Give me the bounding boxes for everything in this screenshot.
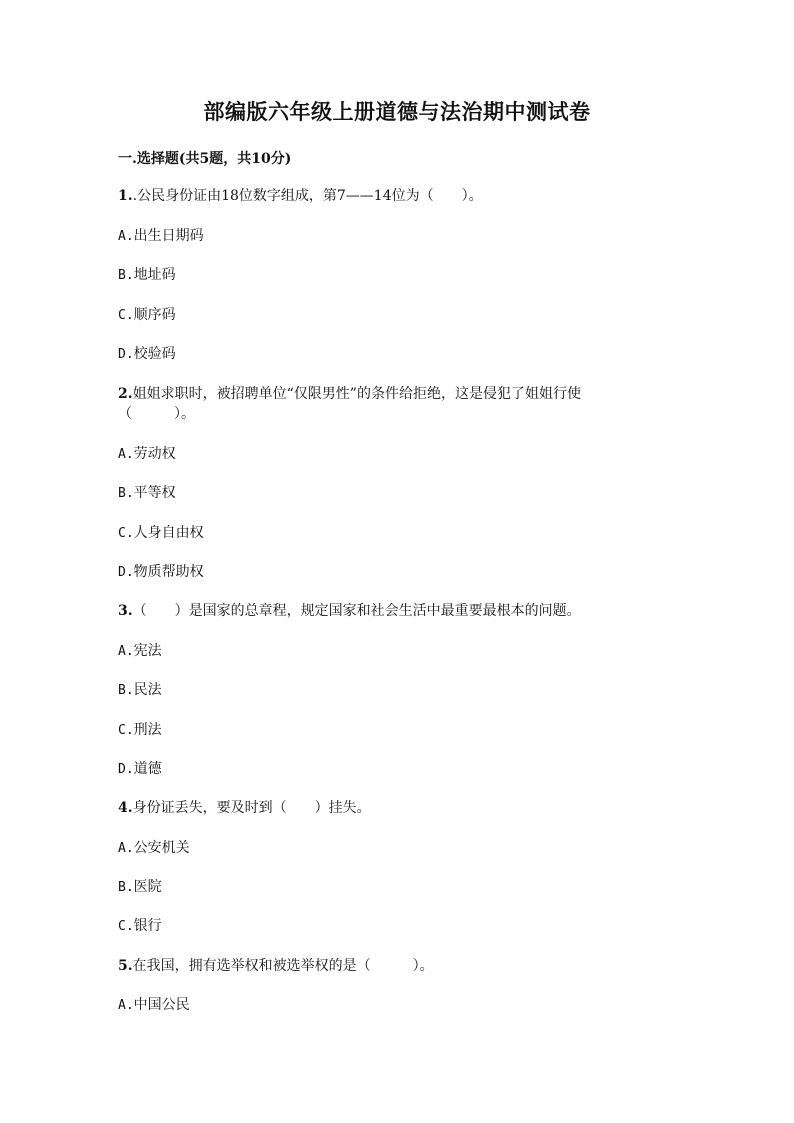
option-text: 刑法 (133, 722, 162, 738)
question-text: （ ）是国家的总章程，规定国家和社会生活中最重要最根本的问题。 (132, 603, 581, 619)
option-2b (118, 483, 176, 504)
option-4c (118, 916, 162, 937)
option-text: 校验码 (133, 346, 176, 362)
option-letter: A. (118, 644, 134, 659)
question-2-continuation (118, 404, 195, 424)
option-3b (118, 680, 162, 701)
question-text: 姐姐求职时，被招聘单位“仅限男性”的条件给拒绝，这是侵犯了姐姐行使 (132, 386, 581, 402)
page-title: 部编版六年级上册道德与法治期中测试卷 (203, 99, 591, 124)
question-text: .公民身份证由18位数字组成，第7——14位为（ ）。 (132, 188, 483, 204)
option-text: 物质帮助权 (133, 564, 204, 580)
option-letter: D. (118, 565, 134, 580)
option-letter: A. (118, 447, 134, 462)
option-letter: A. (118, 998, 134, 1013)
option-text: 公安机关 (133, 840, 190, 856)
option-letter: B. (118, 880, 134, 895)
option-letter: A. (118, 229, 134, 244)
question-number: 3. (118, 603, 133, 619)
option-text: 宪法 (133, 643, 162, 659)
question-number: 5. (118, 958, 133, 974)
question-number: 1. (118, 188, 133, 204)
option-letter: C. (118, 526, 134, 541)
option-4b (118, 877, 162, 898)
option-3a (118, 641, 162, 662)
option-3c (118, 720, 162, 741)
option-text: 道德 (133, 761, 162, 777)
option-2c (118, 523, 204, 544)
option-4a (118, 838, 190, 859)
option-text: 中国公民 (133, 997, 190, 1013)
option-letter: C. (118, 919, 134, 934)
option-text: 顺序码 (133, 307, 176, 323)
option-letter: B. (118, 486, 134, 501)
question-1 (118, 186, 483, 206)
option-text: 平等权 (133, 485, 176, 501)
option-text: 医院 (133, 879, 162, 895)
option-letter: D. (118, 347, 134, 362)
option-text: 劳动权 (133, 446, 176, 462)
option-1d (118, 344, 176, 365)
option-letter: C. (118, 723, 134, 738)
option-letter: D. (118, 762, 134, 777)
option-1a (118, 226, 204, 247)
option-letter: A. (118, 841, 134, 856)
question-number: 2. (118, 386, 133, 402)
option-text: 人身自由权 (133, 525, 204, 541)
option-text: 出生日期码 (133, 228, 204, 244)
question-2 (118, 384, 581, 404)
question-4 (118, 798, 371, 818)
option-2a (118, 444, 176, 465)
option-1c (118, 305, 176, 326)
section-heading: 一.选择题(共5题，共10分) (118, 151, 292, 167)
question-text-continued: （ ）。 (118, 406, 195, 422)
option-letter: B. (118, 683, 134, 698)
option-1b (118, 265, 176, 286)
option-letter: B. (118, 268, 134, 283)
option-2d (118, 562, 204, 583)
option-text: 银行 (133, 918, 162, 934)
question-text: 身份证丢失，要及时到（ ）挂失。 (132, 800, 371, 816)
option-text: 地址码 (133, 267, 176, 283)
question-number: 4. (118, 800, 133, 816)
option-5a (118, 995, 190, 1016)
option-text: 民法 (133, 682, 162, 698)
question-5 (118, 956, 434, 976)
question-text: 在我国，拥有选举权和被选举权的是（ ）。 (132, 958, 434, 974)
question-3 (118, 601, 581, 621)
option-letter: C. (118, 308, 134, 323)
option-3d (118, 759, 162, 780)
